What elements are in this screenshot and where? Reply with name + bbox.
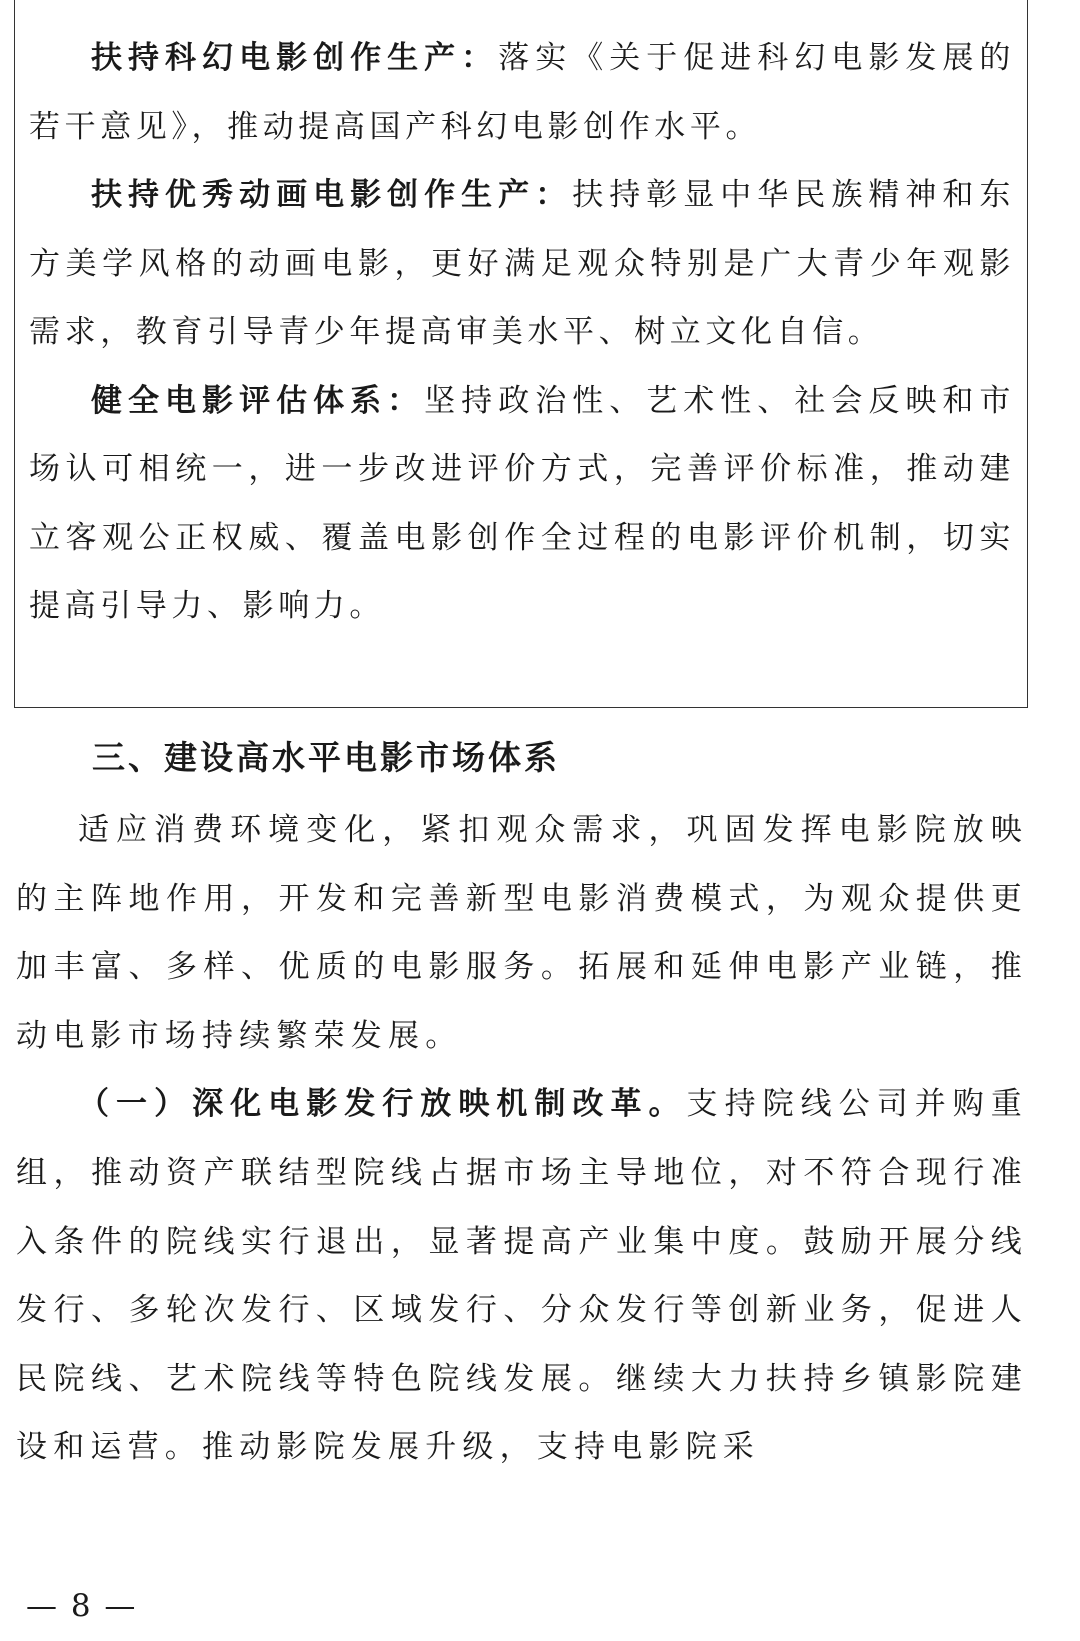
section-heading: 三、建设高水平电影市场体系	[92, 738, 560, 777]
paragraph-text: 落实《关于促进科幻电影发展的若干意见》，推动提高国产科幻电影创作水平。	[29, 40, 1015, 145]
page-number: — 8 —	[26, 1588, 138, 1624]
box-paragraph-2	[29, 161, 1015, 367]
paragraph-text: 坚持政治性、艺术性、社会反映和市场认可相统一，进一步改进评价方式，完善评价标准，推动建立客观公正权威、覆盖电影创作全过程的电影评价机制，切实提高引导力、影响力。	[29, 382, 1015, 624]
paragraph-lead: 扶持优秀动画电影创作生产：	[91, 177, 573, 213]
subsection-heading: （一）深化电影发行放映机制改革。	[78, 1086, 687, 1123]
section-body	[16, 796, 1028, 1482]
section-intro-paragraph: 适应消费环境变化，紧扣观众需求，巩固发挥电影院放映的主阵地作用，开发和完善新型电影消费模式，为观众提供更加丰富、多样、优质的电影服务。拓展和延伸电影产业链，推动电影市场持续繁荣发展。	[16, 812, 1028, 1054]
paragraph-lead: 健全电影评估体系：	[91, 382, 425, 419]
subsection-paragraph	[16, 1070, 1028, 1482]
paragraph-lead: 扶持科幻电影创作生产：	[91, 40, 499, 76]
box-paragraph-3	[29, 367, 1015, 641]
paragraph-text: 扶持彰显中华民族精神和东方美学风格的动画电影，更好满足观众特别是广大青少年观影需求，教育引导青少年提高审美水平、树立文化自信。	[29, 177, 1015, 350]
boxed-text-panel	[14, 0, 1028, 708]
subsection-text: 支持院线公司并购重组，推动资产联结型院线占据市场主导地位，对不符合现行准入条件的院线实行退出，显著提高产业集中度。鼓励开展分线发行、多轮次发行、区域发行、分众发行等创新业务，促进人民院线、艺术院线等特色院线发展。继续大力扶持乡镇影院建设和运营。推动影院发展升级，支持电影院采	[16, 1086, 1028, 1466]
box-paragraph-1	[29, 24, 1015, 161]
